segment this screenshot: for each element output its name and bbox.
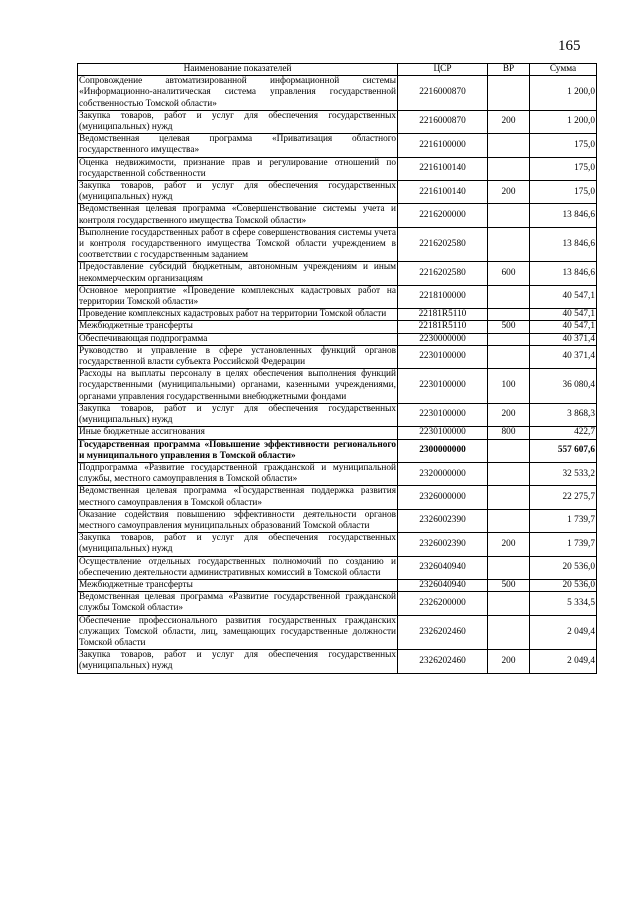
row-csr-code: 2320000000 bbox=[398, 462, 488, 485]
row-vr-code bbox=[488, 509, 530, 532]
row-name: Государственная программа «Повышение эффективности регионального и муниципального управления в Томской области» bbox=[79, 439, 396, 461]
row-name: Основное мероприятие «Проведение комплексных кадастровых работ на территории Томской области» bbox=[79, 285, 396, 308]
row-vr-code: 200 bbox=[488, 181, 530, 204]
table-header-row bbox=[78, 64, 597, 76]
row-csr-code: 2326002390 bbox=[398, 533, 488, 556]
table-row bbox=[78, 181, 597, 204]
row-sum: 175,0 bbox=[530, 157, 597, 180]
row-csr-code: 2218100000 bbox=[398, 285, 488, 308]
row-sum: 175,0 bbox=[530, 181, 597, 204]
row-sum: 13 846,6 bbox=[530, 204, 597, 227]
row-vr-code: 200 bbox=[488, 403, 530, 426]
row-csr-code: 2326040940 bbox=[398, 556, 488, 579]
row-sum: 1 200,0 bbox=[530, 110, 597, 133]
row-name: Выполнение государственных работ в сфере совершенствования системы учета и контроля государственного имущества Томской области учреждением в соответствии с государственным заданием bbox=[79, 227, 396, 261]
row-vr-code bbox=[488, 285, 530, 308]
row-name: Подпрограмма «Развитие государственной гражданской и муниципальной службы, местного самоуправления в Томской области» bbox=[79, 462, 396, 485]
row-sum: 36 080,4 bbox=[530, 369, 597, 404]
row-csr-code: 2326040940 bbox=[398, 579, 488, 591]
row-vr-code bbox=[488, 345, 530, 368]
row-name: Руководство и управление в сфере установленных функций органов государственной власти субъекта Российской Федерации bbox=[79, 345, 396, 368]
row-name: Ведомственная целевая программа «Развитие государственной гражданской службы Томской области» bbox=[79, 592, 396, 614]
page-number: 165 bbox=[558, 38, 581, 54]
row-vr-code: 200 bbox=[488, 650, 530, 673]
header-vr: ВР bbox=[488, 64, 530, 76]
header-csr: ЦСР bbox=[398, 64, 488, 76]
header-sum: Сумма bbox=[530, 64, 597, 76]
row-sum: 422,7 bbox=[530, 427, 597, 439]
row-vr-code: 200 bbox=[488, 110, 530, 133]
table-row bbox=[78, 333, 597, 345]
row-csr-code: 2216202580 bbox=[398, 227, 488, 262]
table-row bbox=[78, 556, 597, 579]
table-row bbox=[78, 403, 597, 426]
row-csr-code: 2326000000 bbox=[398, 486, 488, 509]
row-sum: 3 868,3 bbox=[530, 403, 597, 426]
row-name: Сопровождение автоматизированной информационной системы «Информационно-аналитическая система управления государственной собственностью Томской области» bbox=[79, 76, 396, 109]
table-row bbox=[78, 110, 597, 133]
row-sum: 13 846,6 bbox=[530, 262, 597, 285]
row-vr-code bbox=[488, 556, 530, 579]
row-vr-code bbox=[488, 615, 530, 650]
row-vr-code bbox=[488, 134, 530, 157]
row-csr-code: 2230100000 bbox=[398, 427, 488, 439]
row-name: Межбюджетные трансферты bbox=[78, 579, 398, 591]
row-vr-code bbox=[488, 76, 530, 111]
row-sum: 40 371,4 bbox=[530, 333, 597, 345]
row-csr-code: 2216100140 bbox=[398, 181, 488, 204]
row-vr-code: 800 bbox=[488, 427, 530, 439]
row-vr-code: 600 bbox=[488, 262, 530, 285]
table-row bbox=[78, 439, 597, 462]
row-sum: 2 049,4 bbox=[530, 615, 597, 650]
row-name: Закупка товаров, работ и услуг для обеспечения государственных (муниципальных) нужд bbox=[79, 533, 396, 555]
table-row bbox=[78, 427, 597, 439]
row-vr-code bbox=[488, 333, 530, 345]
table-row bbox=[78, 486, 597, 509]
table-row bbox=[78, 592, 597, 615]
table-row bbox=[78, 321, 597, 333]
row-name: Ведомственная целевая программа «Государственная поддержка развития местного самоуправления в Томской области» bbox=[79, 486, 396, 508]
row-vr-code bbox=[488, 204, 530, 227]
table-row bbox=[78, 615, 597, 650]
row-vr-code bbox=[488, 486, 530, 509]
row-csr-code: 2230100000 bbox=[398, 369, 488, 404]
row-csr-code: 2216100140 bbox=[398, 157, 488, 180]
row-sum: 1 200,0 bbox=[530, 76, 597, 111]
table-row bbox=[78, 285, 597, 308]
row-sum: 40 547,1 bbox=[530, 321, 597, 333]
table-row bbox=[78, 262, 597, 285]
row-csr-code: 2326202460 bbox=[398, 615, 488, 650]
row-csr-code: 2216100000 bbox=[398, 134, 488, 157]
row-csr-code: 2230100000 bbox=[398, 345, 488, 368]
row-csr-code: 22181R5110 bbox=[398, 321, 488, 333]
row-sum: 1 739,7 bbox=[530, 533, 597, 556]
row-vr-code bbox=[488, 592, 530, 615]
row-sum: 40 547,1 bbox=[530, 309, 597, 321]
table-row bbox=[78, 345, 597, 368]
row-vr-code bbox=[488, 227, 530, 262]
row-name: Обеспечивающая подпрограмма bbox=[78, 333, 398, 345]
row-sum: 13 846,6 bbox=[530, 227, 597, 262]
row-sum: 175,0 bbox=[530, 134, 597, 157]
table-row bbox=[78, 462, 597, 485]
table-row bbox=[78, 309, 597, 321]
row-name: Обеспечение профессионального развития государственных гражданских служащих Томской области, лиц, замещающих государственные должности Томской области bbox=[79, 615, 396, 648]
row-name: Закупка товаров, работ и услуг для обеспечения государственных (муниципальных) нужд bbox=[79, 650, 396, 672]
row-name: Предоставление субсидий бюджетным, автономным учреждениям и иным некоммерческим организациям bbox=[79, 262, 396, 284]
table-row bbox=[78, 533, 597, 556]
table-row bbox=[78, 157, 597, 180]
row-csr-code: 2230100000 bbox=[398, 403, 488, 426]
row-csr-code: 2326200000 bbox=[398, 592, 488, 615]
row-name: Ведомственная целевая программа «Приватизация областного государственного имущества» bbox=[79, 134, 396, 156]
row-csr-code: 2216202580 bbox=[398, 262, 488, 285]
row-csr-code: 2326202460 bbox=[398, 650, 488, 673]
row-vr-code bbox=[488, 309, 530, 321]
row-name: Межбюджетные трансферты bbox=[78, 321, 398, 333]
row-csr-code: 22181R5110 bbox=[398, 309, 488, 321]
row-name: Оценка недвижимости, признание прав и регулирование отношений по государственной собственности bbox=[79, 157, 396, 179]
row-name: Расходы на выплаты персоналу в целях обеспечения выполнения функций государственными (муниципальными) органами, казенными учреждениями, органами управления государственными внебюджетными фондами bbox=[79, 369, 396, 402]
row-csr-code: 2216000870 bbox=[398, 76, 488, 111]
row-vr-code: 500 bbox=[488, 579, 530, 591]
row-sum: 40 371,4 bbox=[530, 345, 597, 368]
row-name: Закупка товаров, работ и услуг для обеспечения государственных (муниципальных) нужд bbox=[79, 403, 396, 426]
row-name: Осуществление отдельных государственных полномочий по созданию и обеспечению деятельности административных комиссий в Томской области bbox=[79, 556, 396, 578]
budget-table bbox=[77, 63, 597, 674]
table-row bbox=[78, 579, 597, 591]
row-name: Закупка товаров, работ и услуг для обеспечения государственных (муниципальных) нужд bbox=[79, 110, 396, 133]
table-row bbox=[78, 76, 597, 111]
table-row bbox=[78, 369, 597, 404]
row-csr-code: 2216200000 bbox=[398, 204, 488, 227]
table-row bbox=[78, 134, 597, 157]
row-csr-code: 2216000870 bbox=[398, 110, 488, 133]
row-csr-code: 2230000000 bbox=[398, 333, 488, 345]
table-row bbox=[78, 204, 597, 227]
row-vr-code bbox=[488, 157, 530, 180]
row-vr-code: 500 bbox=[488, 321, 530, 333]
row-csr-code: 2300000000 bbox=[398, 439, 488, 462]
table-row bbox=[78, 509, 597, 532]
row-sum: 20 536,0 bbox=[530, 579, 597, 591]
row-name: Ведомственная целевая программа «Совершенствование системы учета и контроля государственного имущества Томской области» bbox=[79, 204, 396, 226]
row-csr-code: 2326002390 bbox=[398, 509, 488, 532]
row-sum: 1 739,7 bbox=[530, 509, 597, 532]
row-sum: 32 533,2 bbox=[530, 462, 597, 485]
row-name: Иные бюджетные ассигнования bbox=[78, 427, 398, 439]
row-vr-code bbox=[488, 439, 530, 462]
row-name: Закупка товаров, работ и услуг для обеспечения государственных (муниципальных) нужд bbox=[79, 181, 396, 203]
row-sum: 40 547,1 bbox=[530, 285, 597, 308]
header-name: Наименование показателей bbox=[78, 64, 398, 76]
row-vr-code: 200 bbox=[488, 533, 530, 556]
row-vr-code: 100 bbox=[488, 369, 530, 404]
row-sum: 22 275,7 bbox=[530, 486, 597, 509]
table-row bbox=[78, 227, 597, 262]
table-row bbox=[78, 650, 597, 673]
row-name: Проведение комплексных кадастровых работ на территории Томской области bbox=[78, 309, 398, 321]
row-sum: 5 334,5 bbox=[530, 592, 597, 615]
row-name: Оказание содействия повышению эффективности деятельности органов местного самоуправления муниципальных образований Томской области bbox=[79, 509, 396, 531]
row-sum: 20 536,0 bbox=[530, 556, 597, 579]
row-sum: 2 049,4 bbox=[530, 650, 597, 673]
row-vr-code bbox=[488, 462, 530, 485]
row-sum: 557 607,6 bbox=[530, 439, 597, 462]
table-body bbox=[78, 76, 597, 673]
